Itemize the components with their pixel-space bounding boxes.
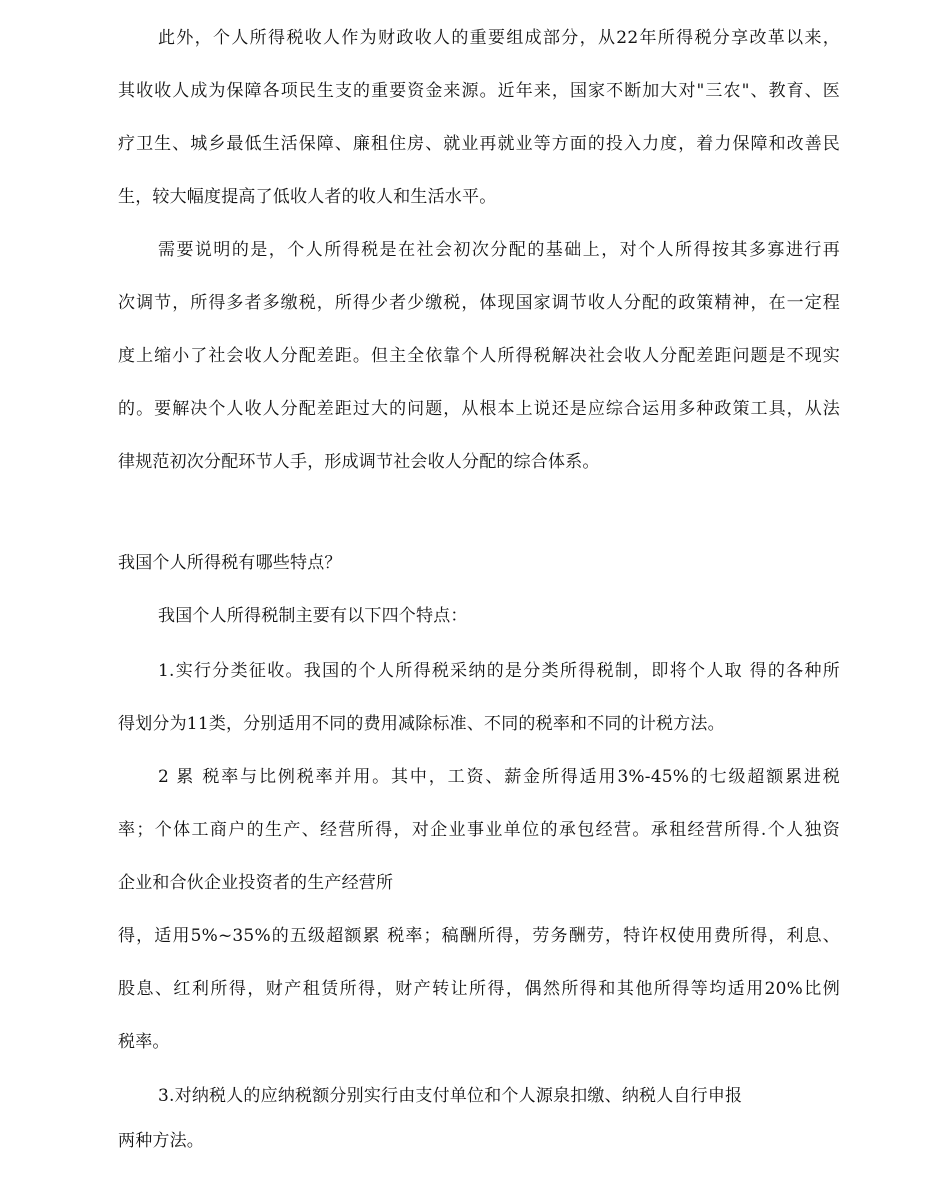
paragraph-line: 1.实行分类征收。我国的个人所得税采纳的是分类所得税制，即将个人取 得的各种所 [158,661,840,681]
paragraph-line: 其收收人成为保障各项民生支的重要资金来源。近年来，国家不断加大对"三农"、教育、医 [118,81,840,101]
paragraph-line: 得划分为11类，分别适用不同的费用减除标准、不同的税率和不同的计税方法。 [118,714,725,734]
paragraph-line: 度上缩小了社会收人分配差距。但主全依靠个人所得税解决社会收人分配差距问题是不现实 [118,346,840,366]
paragraph-line: 3.对纳税人的应纳税额分别实行由支付单位和个人源泉扣缴、纳税人自行申报 [158,1086,743,1106]
paragraph-line: 率；个体工商户的生产、经营所得，对企业事业单位的承包经营。承租经营所得.个人独资 [118,820,840,840]
paragraph-line: 企业和合伙企业投资者的生产经营所 [118,873,394,893]
paragraph-line: 需要说明的是，个人所得税是在社会初次分配的基础上，对个人所得按其多寡进行再 [158,240,840,260]
paragraph-line: 得，适用5%~35%的五级超额累 税率；稿酬所得，劳务酬劳，特许权使用费所得，利息、 [118,926,840,946]
paragraph-line: 的。要解决个人收人分配差距过大的问题，从根本上说还是应综合运用多种政策工具，从法 [118,399,840,419]
paragraph-line: 生，较大幅度提高了低收人者的收人和生活水平。 [118,187,497,207]
paragraph-line: 律规范初次分配环节人手，形成调节社会收人分配的综合体系。 [118,452,600,472]
paragraph-line: 股息、红利所得，财产租赁所得，财产转让所得，偶然所得和其他所得等均适用20%比例 [118,979,840,999]
paragraph-line: 疗卫生、城乡最低生活保障、廉租住房、就业再就业等方面的投入力度，着力保障和改善民 [118,134,840,154]
section-question: 我国个人所得税有哪些特点？ [118,553,342,573]
paragraph-line: 税率。 [118,1032,170,1052]
paragraph-line: 2 累 税率与比例税率并用。其中，工资、薪金所得适用3%-45%的七级超额累进税 [158,767,840,787]
section-intro: 我国个人所得税制主要有以下四个特点： [158,606,468,626]
paragraph-line: 次调节，所得多者多缴税，所得少者少缴税，体现国家调节收人分配的政策精神，在一定程 [118,293,840,313]
paragraph-line: 两种方法。 [118,1131,204,1151]
paragraph-line: 此外，个人所得税收人作为财政收人的重要组成部分，从22年所得税分享改革以来， [158,28,840,48]
